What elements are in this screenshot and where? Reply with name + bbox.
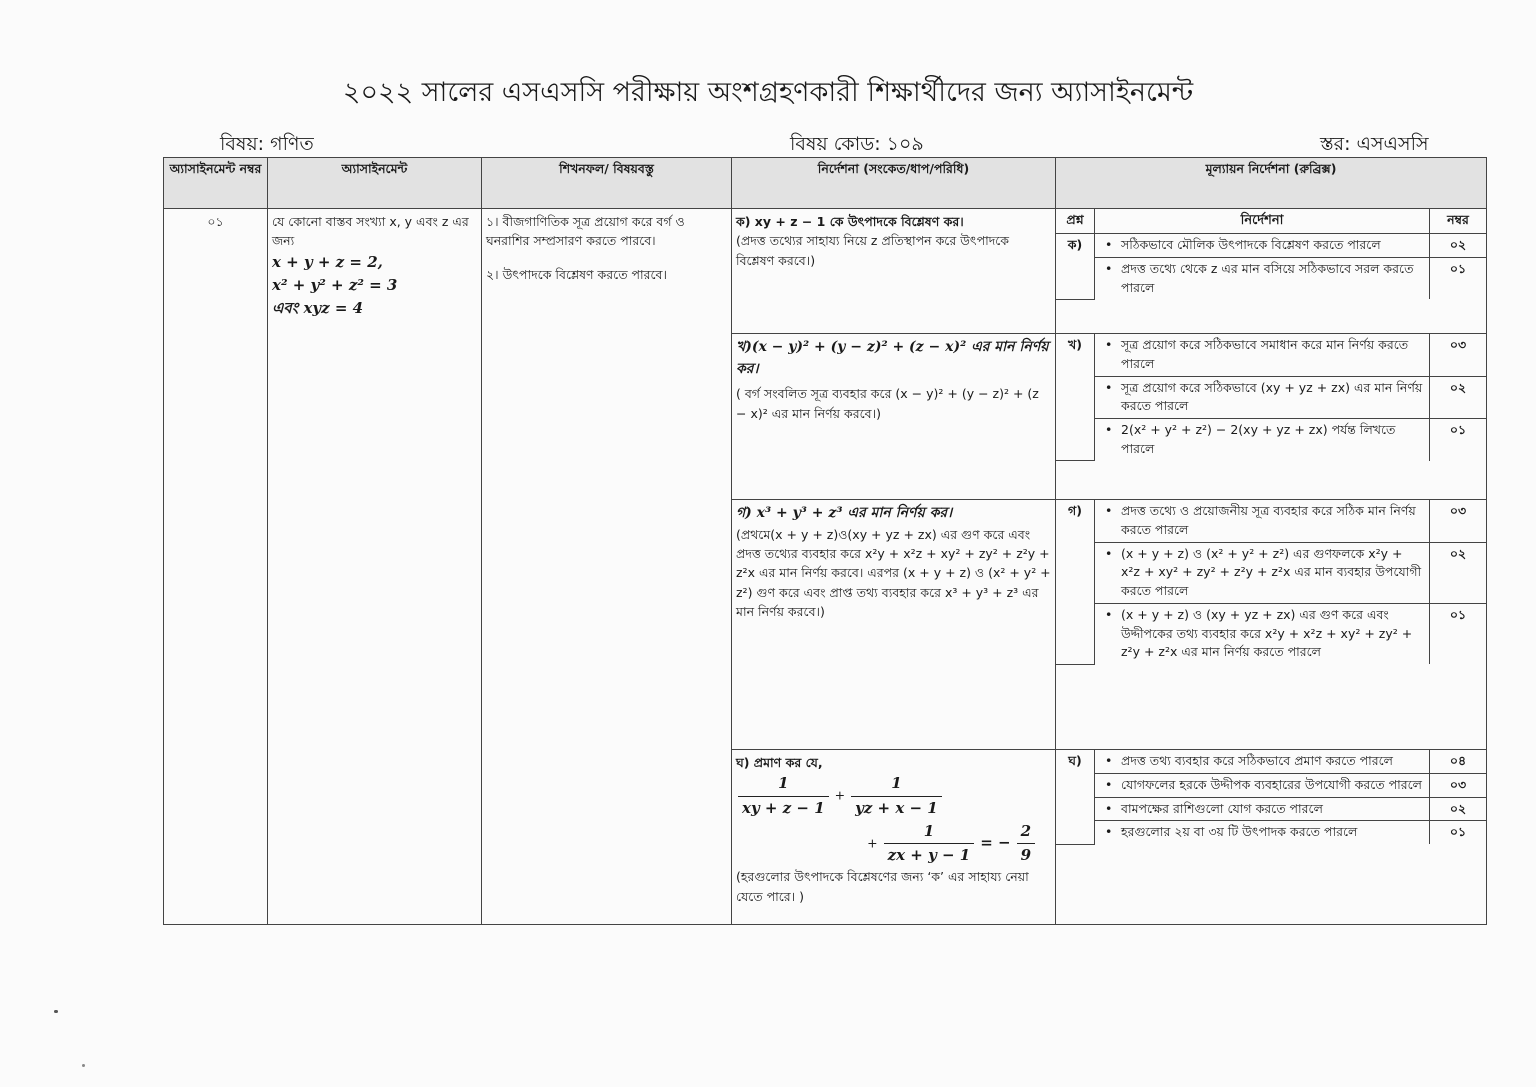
rubric-mark: ০৩	[1430, 334, 1487, 376]
rubric-mark: ০২	[1430, 234, 1487, 258]
rubric-criterion: • সূত্র প্রয়োগ করে সঠিকভাবে সমাধান করে মান নির্ণয় করতে পারলে	[1095, 334, 1430, 376]
assignment-table	[163, 157, 1487, 925]
rubric-criterion: • (x + y + z) ও (xy + yz + zx) এর গুণ করে এবং উদ্দীপকের তথ্য ব্যবহার করে x²y + x²z + xy² + zy² + z²y + z²x এর মান নির্ণয় করতে পারলে	[1095, 603, 1430, 664]
instruction-gh	[732, 750, 1056, 925]
rubric-q-label: খ)	[1056, 334, 1095, 461]
rubric-mark: ০৩	[1430, 500, 1487, 542]
fraction-3: $\frac{1}{zx + y - 1}$	[884, 820, 975, 868]
rubric-table-gh	[1056, 750, 1486, 845]
instruction-k	[732, 209, 1056, 334]
rubric-criterion: • প্রদত্ত তথ্য ব্যবহার করে সঠিকভাবে প্রমাণ করতে পারলে	[1095, 750, 1430, 773]
assignment-eq3: এবং xyz = 4	[272, 299, 364, 318]
instruction-kh	[732, 334, 1056, 500]
col-header-instruction: নির্দেশনা (সংকেত/ধাপ/পরিধি)	[732, 158, 1056, 209]
rubric-gh	[1056, 750, 1487, 925]
rubric-mark: ০৪	[1430, 750, 1487, 773]
col-header-assignment: অ্যাসাইনমেন্ট	[268, 158, 482, 209]
rubric-mark: ০২	[1430, 376, 1487, 419]
rubric-criterion: • (x + y + z) ও (x² + y² + z²) এর গুণফলকে x²y + x²z + xy² + zy² + z²y + z²x এর মান ব্যবহার উপযোগী করতে পারলে	[1095, 542, 1430, 603]
rubric-criterion: • সঠিকভাবে মৌলিক উৎপাদকে বিশ্লেষণ করতে পারলে	[1095, 234, 1430, 258]
rubric-criterion: • প্রদত্ত তথ্যে ও প্রয়োজনীয় সূত্র ব্যবহার করে সঠিক মান নির্ণয় করতে পারলে	[1095, 500, 1430, 542]
fraction-2: $\frac{1}{yz + x - 1}$	[851, 772, 942, 820]
subject-code-label: বিষয় কোড: ১০৯	[790, 133, 924, 155]
rubric-criterion: • যোগফলের হরকে উদ্দীপক ব্যবহারের উপযোগী করতে পারলে	[1095, 773, 1430, 797]
scan-speck	[82, 1064, 85, 1067]
rubric-table-kh	[1056, 334, 1486, 461]
proof-expression: $\frac{1}{xy + z - 1}$ + $\frac{1}{yz + x - 1}$	[736, 772, 1051, 820]
instruction-kh-question: খ)(x − y)² + (y − z)² + (z − x)² এর মান নির্ণয় কর।	[736, 339, 1049, 377]
rubric-g	[1056, 500, 1487, 750]
assignment-eq2: x² + y² + z² = 3	[272, 276, 398, 294]
learning-outcomes	[482, 209, 732, 925]
rubric-mark: ০৩	[1430, 773, 1487, 797]
instruction-k-question: ক) xy + z − 1 কে উৎপাদকে বিশ্লেষণ কর।	[736, 214, 964, 229]
instruction-g-question: গ) x³ + y³ + z³ এর মান নির্ণয় কর।	[736, 505, 953, 521]
rubric-criterion: • প্রদত্ত তথ্যে থেকে z এর মান বসিয়ে সঠিকভাবে সরল করতে পারলে	[1095, 257, 1430, 299]
rubric-header-question: প্রশ্ন	[1056, 209, 1095, 234]
instruction-kh-hint: ( বর্গ সংবলিত সূত্র ব্যবহার করে (x − y)² + (y − z)² + (z − x)² এর মান নির্ণয় করবে।)	[736, 386, 1039, 421]
rubric-table-k	[1056, 209, 1486, 300]
outcome-2: ২। উৎপাদকে বিশ্লেষণ করতে পারবে।	[486, 266, 667, 282]
rubric-k	[1056, 209, 1487, 334]
scan-speck	[54, 1010, 58, 1013]
rubric-mark: ০২	[1430, 542, 1487, 603]
proof-expression-line2: + $\frac{1}{zx + y - 1}$ = − $\frac{2}{9}$	[736, 820, 1051, 868]
rubric-mark: ০১	[1430, 419, 1487, 461]
assignment-eq1: x + y + z = 2,	[272, 252, 383, 271]
instruction-g	[732, 500, 1056, 750]
assignment-text	[268, 209, 482, 925]
fraction-rhs: $\frac{2}{9}$	[1017, 820, 1035, 868]
col-header-outcome: শিখনফল/ বিষয়বস্তু	[482, 158, 732, 209]
rubric-criterion: • হরগুলোর ২য় বা ৩য় টি উৎপাদক করতে পারলে	[1095, 821, 1430, 844]
rubric-criterion: • বামপক্ষের রাশিগুলো যোগ করতে পারলে	[1095, 797, 1430, 821]
page-title: ২০২২ সালের এসএসসি পরীক্ষায় অংশগ্রহণকারী শিক্ষার্থীদের জন্য অ্যাসাইনমেন্ট	[342, 77, 1194, 108]
rubric-mark: ০১	[1430, 603, 1487, 664]
col-header-number: অ্যাসাইনমেন্ট নম্বর	[164, 158, 268, 209]
rubric-table-g	[1056, 500, 1486, 665]
rubric-q-label: ঘ)	[1056, 750, 1095, 844]
rubric-mark: ০১	[1430, 821, 1487, 844]
subject-label: বিষয়: গণিত	[220, 133, 314, 155]
assignment-number: ০১	[164, 209, 268, 925]
instruction-gh-question: ঘ) প্রমাণ কর যে,	[736, 755, 823, 770]
instruction-k-hint: (প্রদত্ত তথ্যের সাহায্য নিয়ে z প্রতিস্থাপন করে উৎপাদকে বিশ্লেষণ করবে।)	[736, 233, 1010, 268]
rubric-header-mark: নম্বর	[1430, 209, 1487, 234]
col-header-rubric: মূল্যায়ন নির্দেশনা (রুব্রিক্স)	[1056, 158, 1487, 209]
level-label: স্তর: এসএসসি	[1320, 133, 1429, 155]
rubric-q-label: গ)	[1056, 500, 1095, 664]
rubric-criterion: • 2(x² + y² + z²) − 2(xy + yz + zx) পর্যন্ত লিখতে পারলে	[1095, 419, 1430, 461]
instruction-gh-hint: (হরগুলোর উৎপাদকে বিশ্লেষণের জন্য ‘ক’ এর সাহায্য নেয়া যেতে পারে। )	[736, 869, 1029, 904]
rubric-criterion: • সূত্র প্রয়োগ করে সঠিকভাবে (xy + yz + zx) এর মান নির্ণয় করতে পারলে	[1095, 376, 1430, 419]
instruction-g-hint: (প্রথমে(x + y + z)ও(xy + yz + zx) এর গুণ করে এবং প্রদত্ত তথ্যের ব্যবহার করে x²y + x²z + xy² + zy² + z²y + z²x এর মান নির্ণয় করবে। এরপর (x + y + z) ও (x² + y² + z²) গুণ করে এবং প্রাপ্ত তথ্য ব্যবহার করে x³ + y³ + z³ এর মান নির্ণয় করবে।)	[736, 526, 1051, 620]
rubric-q-label: ক)	[1056, 234, 1095, 300]
assignment-intro: যে কোনো বাস্তব সংখ্যা x, y এবং z এর জন্য	[272, 214, 469, 249]
fraction-1: $\frac{1}{xy + z - 1}$	[738, 772, 829, 820]
rubric-header-direction: নির্দেশনা	[1095, 209, 1430, 234]
rubric-kh	[1056, 334, 1487, 500]
outcome-1: ১। বীজগাণিতিক সূত্র প্রয়োগ করে বর্গ ও ঘনরাশির সম্প্রসারণ করতে পারবে।	[486, 214, 685, 249]
rubric-mark: ০১	[1430, 257, 1487, 299]
rubric-mark: ০২	[1430, 797, 1487, 821]
